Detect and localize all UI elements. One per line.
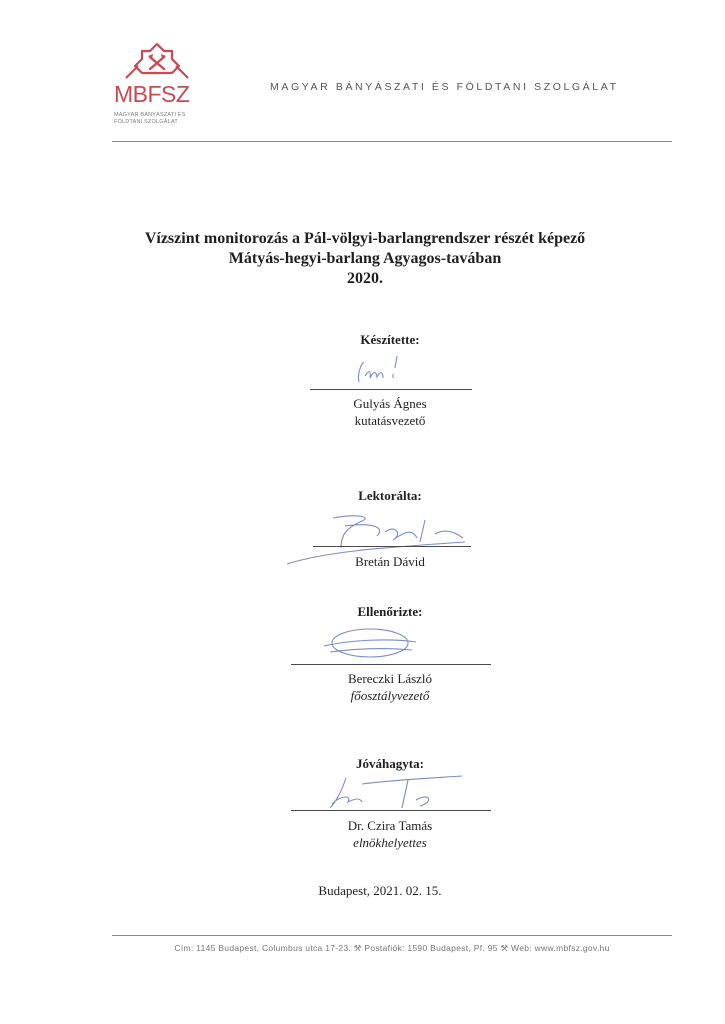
- signer-name: Bretán Dávid: [355, 554, 425, 569]
- logo-subtitle-line2: FÖLDTANI SZOLGÁLAT: [114, 118, 178, 125]
- header-divider: [112, 141, 672, 142]
- signature-line: [313, 546, 471, 547]
- place-and-date: Budapest, 2021. 02. 15.: [318, 883, 442, 898]
- signature-line: [310, 389, 472, 390]
- prepared-by-name-block: [240, 395, 540, 429]
- prepared-by-label: [240, 331, 540, 348]
- reviewed-by-name-block: [240, 553, 540, 570]
- checked-by-name-block: [240, 670, 540, 704]
- signature-label: Lektorálta:: [358, 488, 422, 503]
- handwritten-signature-icon: [345, 352, 425, 388]
- signer-role: kutatásvezető: [354, 413, 426, 428]
- signer-name: Gulyás Ágnes: [353, 396, 427, 411]
- title-line1: Vízszint monitorozás a Pál-völgyi-barlangrendszer részét képező: [144, 230, 586, 247]
- title-line3: 2020.: [347, 270, 383, 287]
- logo-subtitle: [114, 112, 186, 126]
- checked-by-label: [240, 603, 540, 620]
- signer-name: Bereczki László: [347, 671, 433, 686]
- signature-label: Ellenőrizte:: [357, 604, 423, 619]
- footer-contact: Cím: 1145 Budapest, Columbus utca 17-23. ⚒ Postafiók: 1590 Budapest, Pf. 95 ⚒ Web: www.mbfsz.gov.hu: [174, 943, 610, 953]
- signature-line: [291, 664, 491, 665]
- footer-divider: [112, 935, 672, 936]
- handwritten-signature-icon: [320, 624, 420, 662]
- signature-label: Készítette:: [360, 332, 420, 347]
- logo-subtitle-line1: MAGYAR BÁNYÁSZATI ÉS: [114, 112, 186, 118]
- document-title: [80, 229, 650, 289]
- approved-by-name-block: [240, 817, 540, 851]
- organization-name: MAGYAR BÁNYÁSZATI ÉS FÖLDTANI SZOLGÁLAT: [270, 81, 619, 93]
- signer-role: főosztályvezető: [350, 688, 430, 703]
- title-line2: Mátyás-hegyi-barlang Agyagos-tavában: [228, 250, 502, 267]
- reviewed-by-label: [240, 487, 540, 504]
- signer-role: elnökhelyettes: [353, 835, 427, 850]
- signature-label: Jóváhagyta:: [356, 756, 424, 771]
- signature-line: [291, 810, 491, 811]
- logo-text: MBFSZ: [114, 81, 190, 107]
- approved-by-label: [240, 755, 540, 772]
- signer-name: Dr. Czira Tamás: [347, 818, 433, 833]
- handwritten-signature-icon: [322, 772, 472, 812]
